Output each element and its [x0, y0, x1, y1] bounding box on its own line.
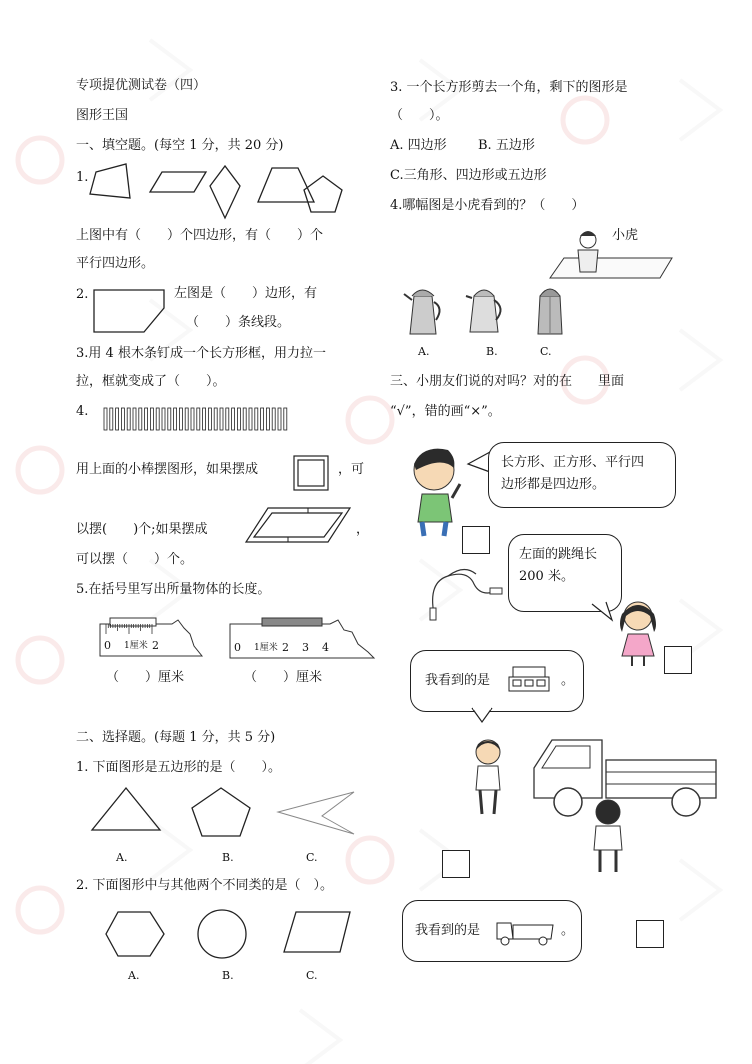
- stick: [243, 408, 246, 430]
- kettle-c: [534, 286, 570, 340]
- bubble-3-tail: [468, 700, 498, 726]
- boy-pointing-illustration: [406, 440, 466, 540]
- q2-line1: 左图是（ ）边形，有: [174, 286, 318, 301]
- speech-bubble-1: [488, 442, 676, 508]
- choice-1-pentagon: [192, 788, 250, 836]
- q1-shape-quadrilateral: [90, 164, 130, 198]
- q4-sticks: [104, 408, 294, 432]
- girl-illustration: [614, 596, 664, 668]
- bubble-2-line2: 200 米。: [519, 569, 574, 584]
- choice-1-text: 1. 下面图形是五边形的是（ ）。: [76, 760, 282, 775]
- stick: [261, 408, 264, 430]
- stick: [220, 408, 223, 430]
- girl-back-view-illustration: [588, 796, 628, 876]
- stick: [116, 408, 119, 430]
- stick: [133, 408, 136, 430]
- choice-4-label-c: C.: [540, 345, 552, 358]
- test-subtitle: 图形王国: [76, 108, 129, 123]
- section-fill-in-heading: 一、填空题。(每空 1 分，共 20 分): [76, 138, 284, 153]
- stick: [226, 408, 229, 430]
- choice-2-parallelogram: [284, 912, 350, 952]
- stick: [168, 408, 171, 430]
- stick: [156, 408, 159, 430]
- test-title: 专项提优测试卷（四）: [76, 78, 207, 93]
- q4-line3: 可以摆（ ）个。: [76, 552, 194, 567]
- section-judge-line1: 三、小朋友们说的对吗？对的在 里面: [390, 374, 625, 389]
- choice-4-label-b: B.: [486, 345, 498, 358]
- choice-2-label-a: A.: [128, 969, 140, 982]
- choice-1-label-a: A.: [116, 851, 128, 864]
- stick: [174, 408, 177, 430]
- q4-line2b: ，: [356, 522, 370, 537]
- boy-standing-illustration: [470, 738, 510, 818]
- choice-4-label-a: A.: [418, 345, 430, 358]
- stick: [249, 408, 252, 430]
- ruler-2-label-4: 4: [322, 641, 329, 654]
- choice-3-option-c: C.三角形、四边形或五边形: [390, 168, 547, 183]
- truck-front-view-icon: [507, 665, 551, 695]
- bubble-1-line2: 边形都是四边形。: [501, 477, 606, 492]
- xiaohu-name: 小虎: [612, 228, 639, 243]
- stick: [191, 408, 194, 430]
- choice-2-circle: [198, 910, 246, 958]
- q1-shape-rhombus: [210, 166, 240, 218]
- q4-stick-parallelogram: [244, 506, 354, 546]
- stick: [127, 408, 130, 430]
- q2-shape-cut-rectangle: [92, 288, 172, 338]
- q2-line2: （ ）条线段。: [186, 315, 291, 330]
- stick: [179, 408, 182, 430]
- q1-number: 1.: [76, 170, 89, 185]
- bubble-1-line1: 长方形、正方形、平行四: [501, 455, 645, 470]
- answer-box-2[interactable]: [664, 646, 692, 674]
- stick: [197, 408, 200, 430]
- ruler-2-label-1: 1厘米: [254, 643, 278, 653]
- stick: [214, 408, 217, 430]
- choice-1-arrow-shape: [278, 792, 354, 834]
- bubble-3-period: 。: [561, 673, 575, 688]
- q5-text: 5.在括号里写出所量物体的长度。: [76, 582, 271, 597]
- q5-answer-2: （ ）厘米: [244, 670, 323, 685]
- choice-1-label-b: B.: [222, 851, 234, 864]
- stick: [121, 408, 124, 430]
- q4-number: 4.: [76, 404, 89, 419]
- stick: [203, 408, 206, 430]
- q4-line1b: ，可: [338, 462, 365, 477]
- q1-shapes: [88, 162, 368, 222]
- jump-rope-illustration: [424, 562, 504, 622]
- section-choice-heading: 二、选择题。(每题 1 分，共 5 分): [76, 730, 276, 745]
- stick: [162, 408, 165, 430]
- stick: [272, 408, 275, 430]
- ruler-1-label-2: 2: [152, 639, 159, 652]
- q1-shape-parallelogram: [150, 172, 206, 192]
- q3-line2: 拉，框就变成了（ ）。: [76, 374, 226, 389]
- boy-at-table-illustration: [536, 224, 676, 280]
- kettle-b: [464, 286, 508, 340]
- q5-answer-1: （ ）厘米: [106, 670, 185, 685]
- truck-angled-view-icon: [493, 913, 557, 947]
- choice-2-shapes: [104, 910, 364, 962]
- choice-4-text: 4.哪幅图是小虎看到的？（ ）: [390, 198, 585, 213]
- ruler-1-label-0: 0: [104, 639, 111, 652]
- bubble-4-period: 。: [561, 923, 575, 938]
- q4-line2a: 以摆( )个;如果摆成: [76, 522, 208, 537]
- kettle-a: [402, 286, 446, 340]
- stick: [208, 408, 211, 430]
- choice-2-label-b: B.: [222, 969, 234, 982]
- choice-2-hexagon: [106, 912, 164, 956]
- q2-number: 2.: [76, 287, 89, 302]
- stick: [150, 408, 153, 430]
- answer-box-3[interactable]: [442, 850, 470, 878]
- section-judge-line2: “√”，错的画“×”。: [390, 404, 501, 419]
- stick: [110, 408, 113, 430]
- choice-1-triangle: [92, 788, 160, 830]
- choice-2-text: 2. 下面图形中与其他两个不同类的是（ ）。: [76, 878, 334, 893]
- speech-bubble-4: [402, 900, 582, 962]
- q1-line1: 上图中有（ ）个四边形，有（ ）个: [76, 228, 324, 243]
- stick: [266, 408, 269, 430]
- stick: [232, 408, 235, 430]
- stick: [185, 408, 188, 430]
- stick: [284, 408, 287, 430]
- choice-3-option-a: A. 四边形: [390, 138, 447, 153]
- q3-line1: 3.用 4 根木条钉成一个长方形框，用力拉一: [76, 346, 326, 361]
- stick: [145, 408, 148, 430]
- choice-3-line1: 3. 一个长方形剪去一个角，剩下的图形是: [390, 80, 628, 95]
- choice-3-option-b: B. 五边形: [478, 138, 535, 153]
- stick: [104, 408, 107, 430]
- q1-line2: 平行四边形。: [76, 256, 155, 271]
- ruler-2-label-2: 2: [282, 641, 289, 654]
- stick: [255, 408, 258, 430]
- choice-2-label-c: C.: [306, 969, 318, 982]
- stick: [139, 408, 142, 430]
- choice-1-label-c: C.: [306, 851, 318, 864]
- ruler-1-label-1: 1厘米: [124, 641, 148, 651]
- stick: [278, 408, 281, 430]
- stick: [237, 408, 240, 430]
- answer-box-1[interactable]: [462, 526, 490, 554]
- ruler-2-label-0: 0: [234, 641, 241, 654]
- choice-3-line2: （ ）。: [390, 108, 449, 123]
- bubble-4-text: 我看到的是: [415, 923, 481, 938]
- q4-line1a: 用上面的小棒摆图形，如果摆成: [76, 462, 259, 477]
- choice-1-shapes: [90, 786, 370, 846]
- answer-box-4[interactable]: [636, 920, 664, 948]
- bubble-2-line1: 左面的跳绳长: [519, 547, 598, 562]
- ruler-2-label-3: 3: [302, 641, 309, 654]
- q4-stick-square: [292, 454, 332, 494]
- bubble-3-text: 我看到的是: [425, 673, 491, 688]
